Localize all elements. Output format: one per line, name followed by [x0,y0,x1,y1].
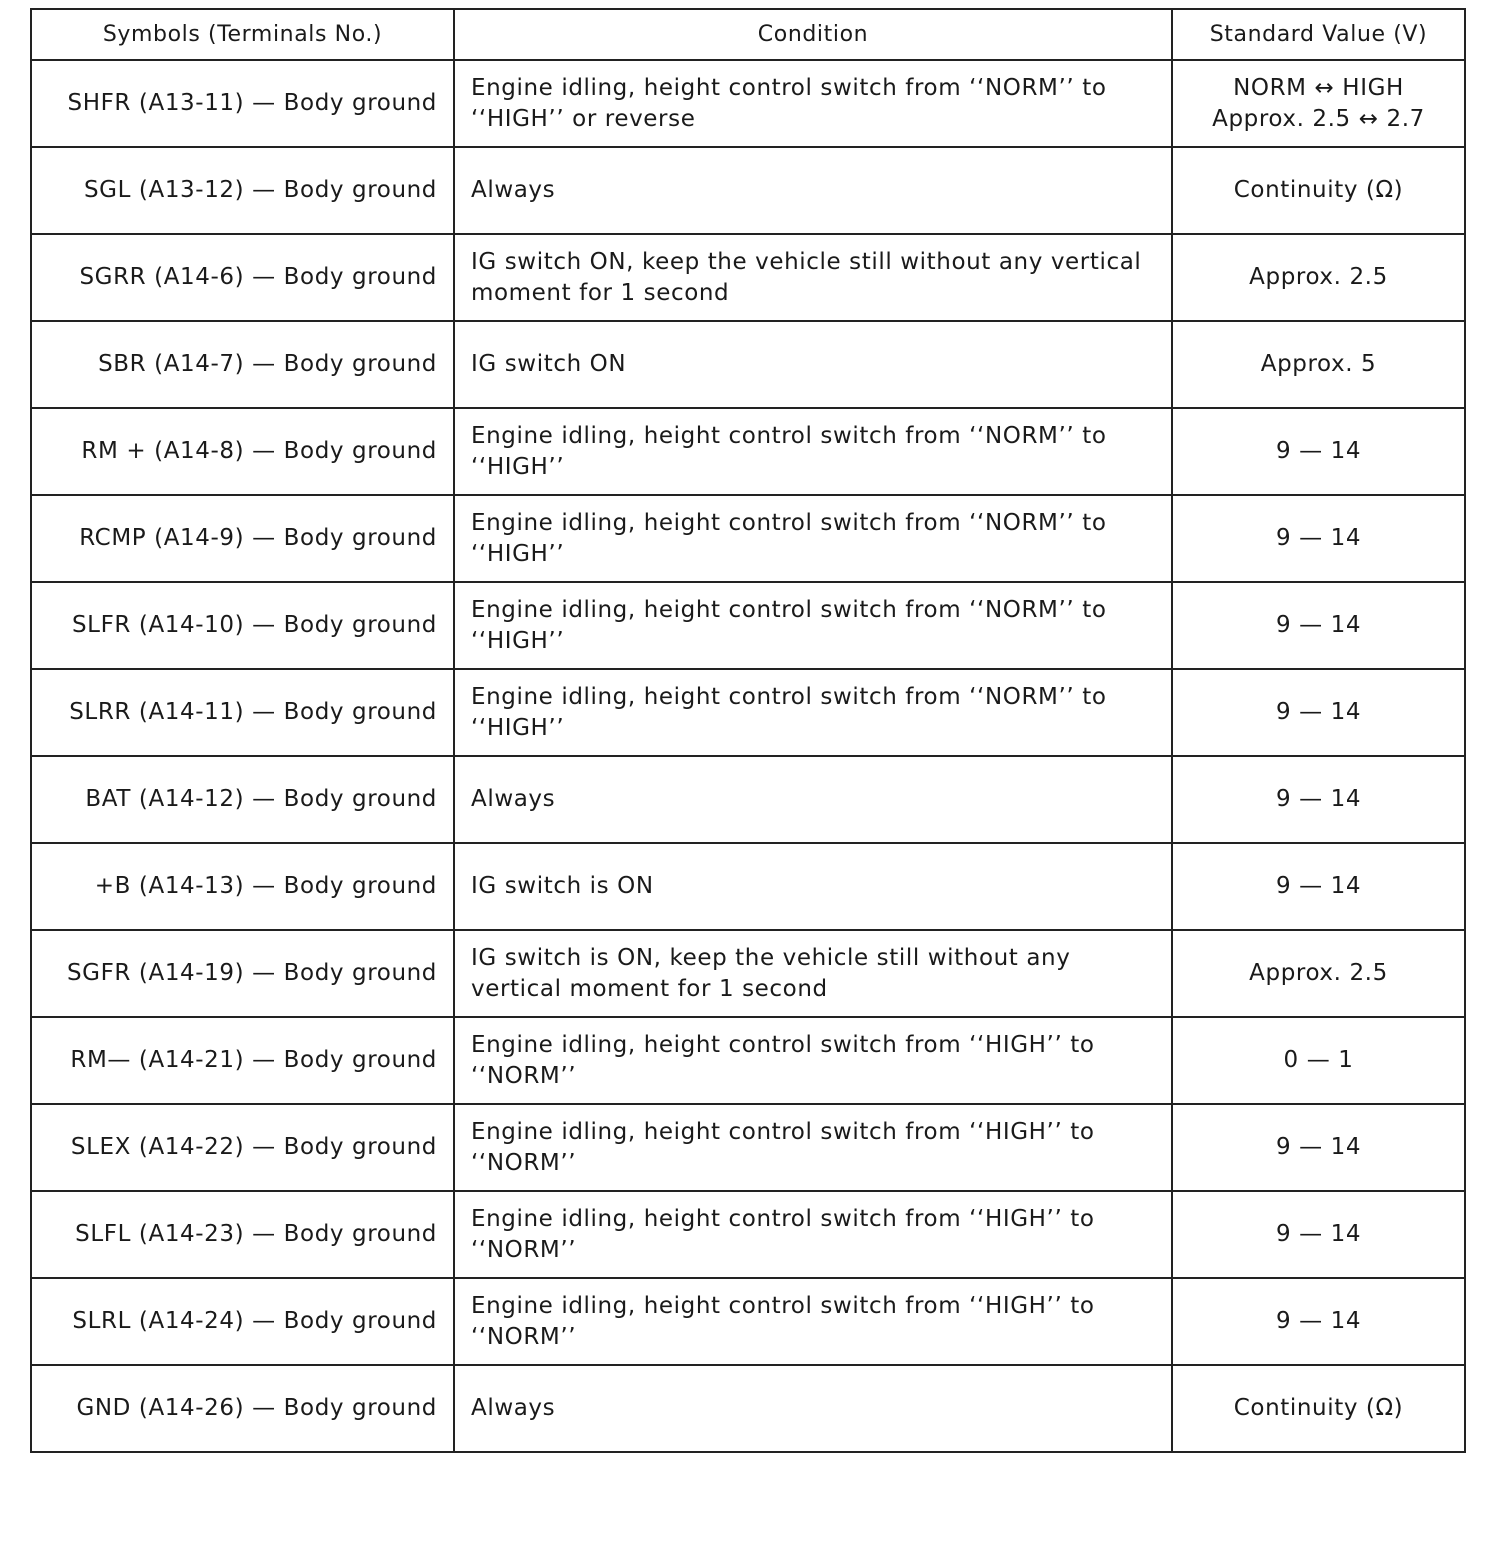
symbol-cell: RM— (A14-21) — Body ground [31,1017,454,1104]
value-cell: 9 — 14 [1172,408,1465,495]
condition-cell: Engine idling, height control switch from ‘‘HIGH’’ to ‘‘NORM’’ [454,1191,1172,1278]
symbol-cell: +B (A14-13) — Body ground [31,843,454,930]
value-cell [1172,60,1465,147]
symbol-cell: GND (A14-26) — Body ground [31,1365,454,1452]
value-cell: 0 — 1 [1172,1017,1465,1104]
table-row [31,582,1465,669]
table-row [31,1365,1465,1452]
table-row [31,60,1465,147]
value-cell: 9 — 14 [1172,1191,1465,1278]
table-row [31,147,1465,234]
condition-cell: Engine idling, height control switch from ‘‘NORM’’ to ‘‘HIGH’’ [454,669,1172,756]
value-cell: Approx. 2.5 [1172,930,1465,1017]
value-cell: 9 — 14 [1172,756,1465,843]
value-cell: 9 — 14 [1172,843,1465,930]
symbol-cell: SLRL (A14-24) — Body ground [31,1278,454,1365]
value-line: NORM ↔ HIGH [1233,74,1404,101]
condition-cell: IG switch is ON, keep the vehicle still without any vertical moment for 1 second [454,930,1172,1017]
condition-cell: Always [454,147,1172,234]
table-row [31,843,1465,930]
value-cell: 9 — 14 [1172,495,1465,582]
header-symbols: Symbols (Terminals No.) [31,9,454,60]
symbol-cell: SGFR (A14-19) — Body ground [31,930,454,1017]
table-row [31,669,1465,756]
value-cell: Continuity (Ω) [1172,147,1465,234]
table-header [31,9,1465,60]
value-cell: 9 — 14 [1172,669,1465,756]
symbol-cell: RCMP (A14-9) — Body ground [31,495,454,582]
value-cell: Continuity (Ω) [1172,1365,1465,1452]
condition-cell: IG switch ON, keep the vehicle still without any vertical moment for 1 second [454,234,1172,321]
table-row [31,1017,1465,1104]
symbol-cell: BAT (A14-12) — Body ground [31,756,454,843]
terminal-voltage-table [30,8,1466,1453]
symbol-cell: SLEX (A14-22) — Body ground [31,1104,454,1191]
symbol-cell: SLRR (A14-11) — Body ground [31,669,454,756]
condition-cell: Engine idling, height control switch from ‘‘HIGH’’ to ‘‘NORM’’ [454,1017,1172,1104]
condition-cell: Always [454,756,1172,843]
symbol-cell: SHFR (A13-11) — Body ground [31,60,454,147]
value-line-secondary: Approx. 2.5 ↔ 2.7 [1212,105,1425,132]
value-cell: Approx. 2.5 [1172,234,1465,321]
symbol-cell: SLFR (A14-10) — Body ground [31,582,454,669]
header-row [31,9,1465,60]
symbol-cell: SLFL (A14-23) — Body ground [31,1191,454,1278]
condition-cell: IG switch ON [454,321,1172,408]
table-row [31,756,1465,843]
condition-cell: Always [454,1365,1172,1452]
symbol-cell: SBR (A14-7) — Body ground [31,321,454,408]
table-row [31,408,1465,495]
table-row [31,495,1465,582]
value-cell: Approx. 5 [1172,321,1465,408]
symbol-cell: RM + (A14-8) — Body ground [31,408,454,495]
condition-cell: Engine idling, height control switch from ‘‘NORM’’ to ‘‘HIGH’’ or reverse [454,60,1172,147]
table-row [31,321,1465,408]
header-standard-value: Standard Value (V) [1172,9,1465,60]
table-row [31,234,1465,321]
table-row [31,1191,1465,1278]
value-cell: 9 — 14 [1172,582,1465,669]
table-row [31,930,1465,1017]
table-row [31,1104,1465,1191]
table-body [31,60,1465,1452]
condition-cell: Engine idling, height control switch from ‘‘NORM’’ to ‘‘HIGH’’ [454,582,1172,669]
condition-cell: Engine idling, height control switch from ‘‘HIGH’’ to ‘‘NORM’’ [454,1104,1172,1191]
table-row [31,1278,1465,1365]
symbol-cell: SGRR (A14-6) — Body ground [31,234,454,321]
value-cell: 9 — 14 [1172,1278,1465,1365]
condition-cell: Engine idling, height control switch from ‘‘NORM’’ to ‘‘HIGH’’ [454,495,1172,582]
symbol-cell: SGL (A13-12) — Body ground [31,147,454,234]
condition-cell: IG switch is ON [454,843,1172,930]
condition-cell: Engine idling, height control switch from ‘‘HIGH’’ to ‘‘NORM’’ [454,1278,1172,1365]
header-condition: Condition [454,9,1172,60]
condition-cell: Engine idling, height control switch from ‘‘NORM’’ to ‘‘HIGH’’ [454,408,1172,495]
value-cell: 9 — 14 [1172,1104,1465,1191]
